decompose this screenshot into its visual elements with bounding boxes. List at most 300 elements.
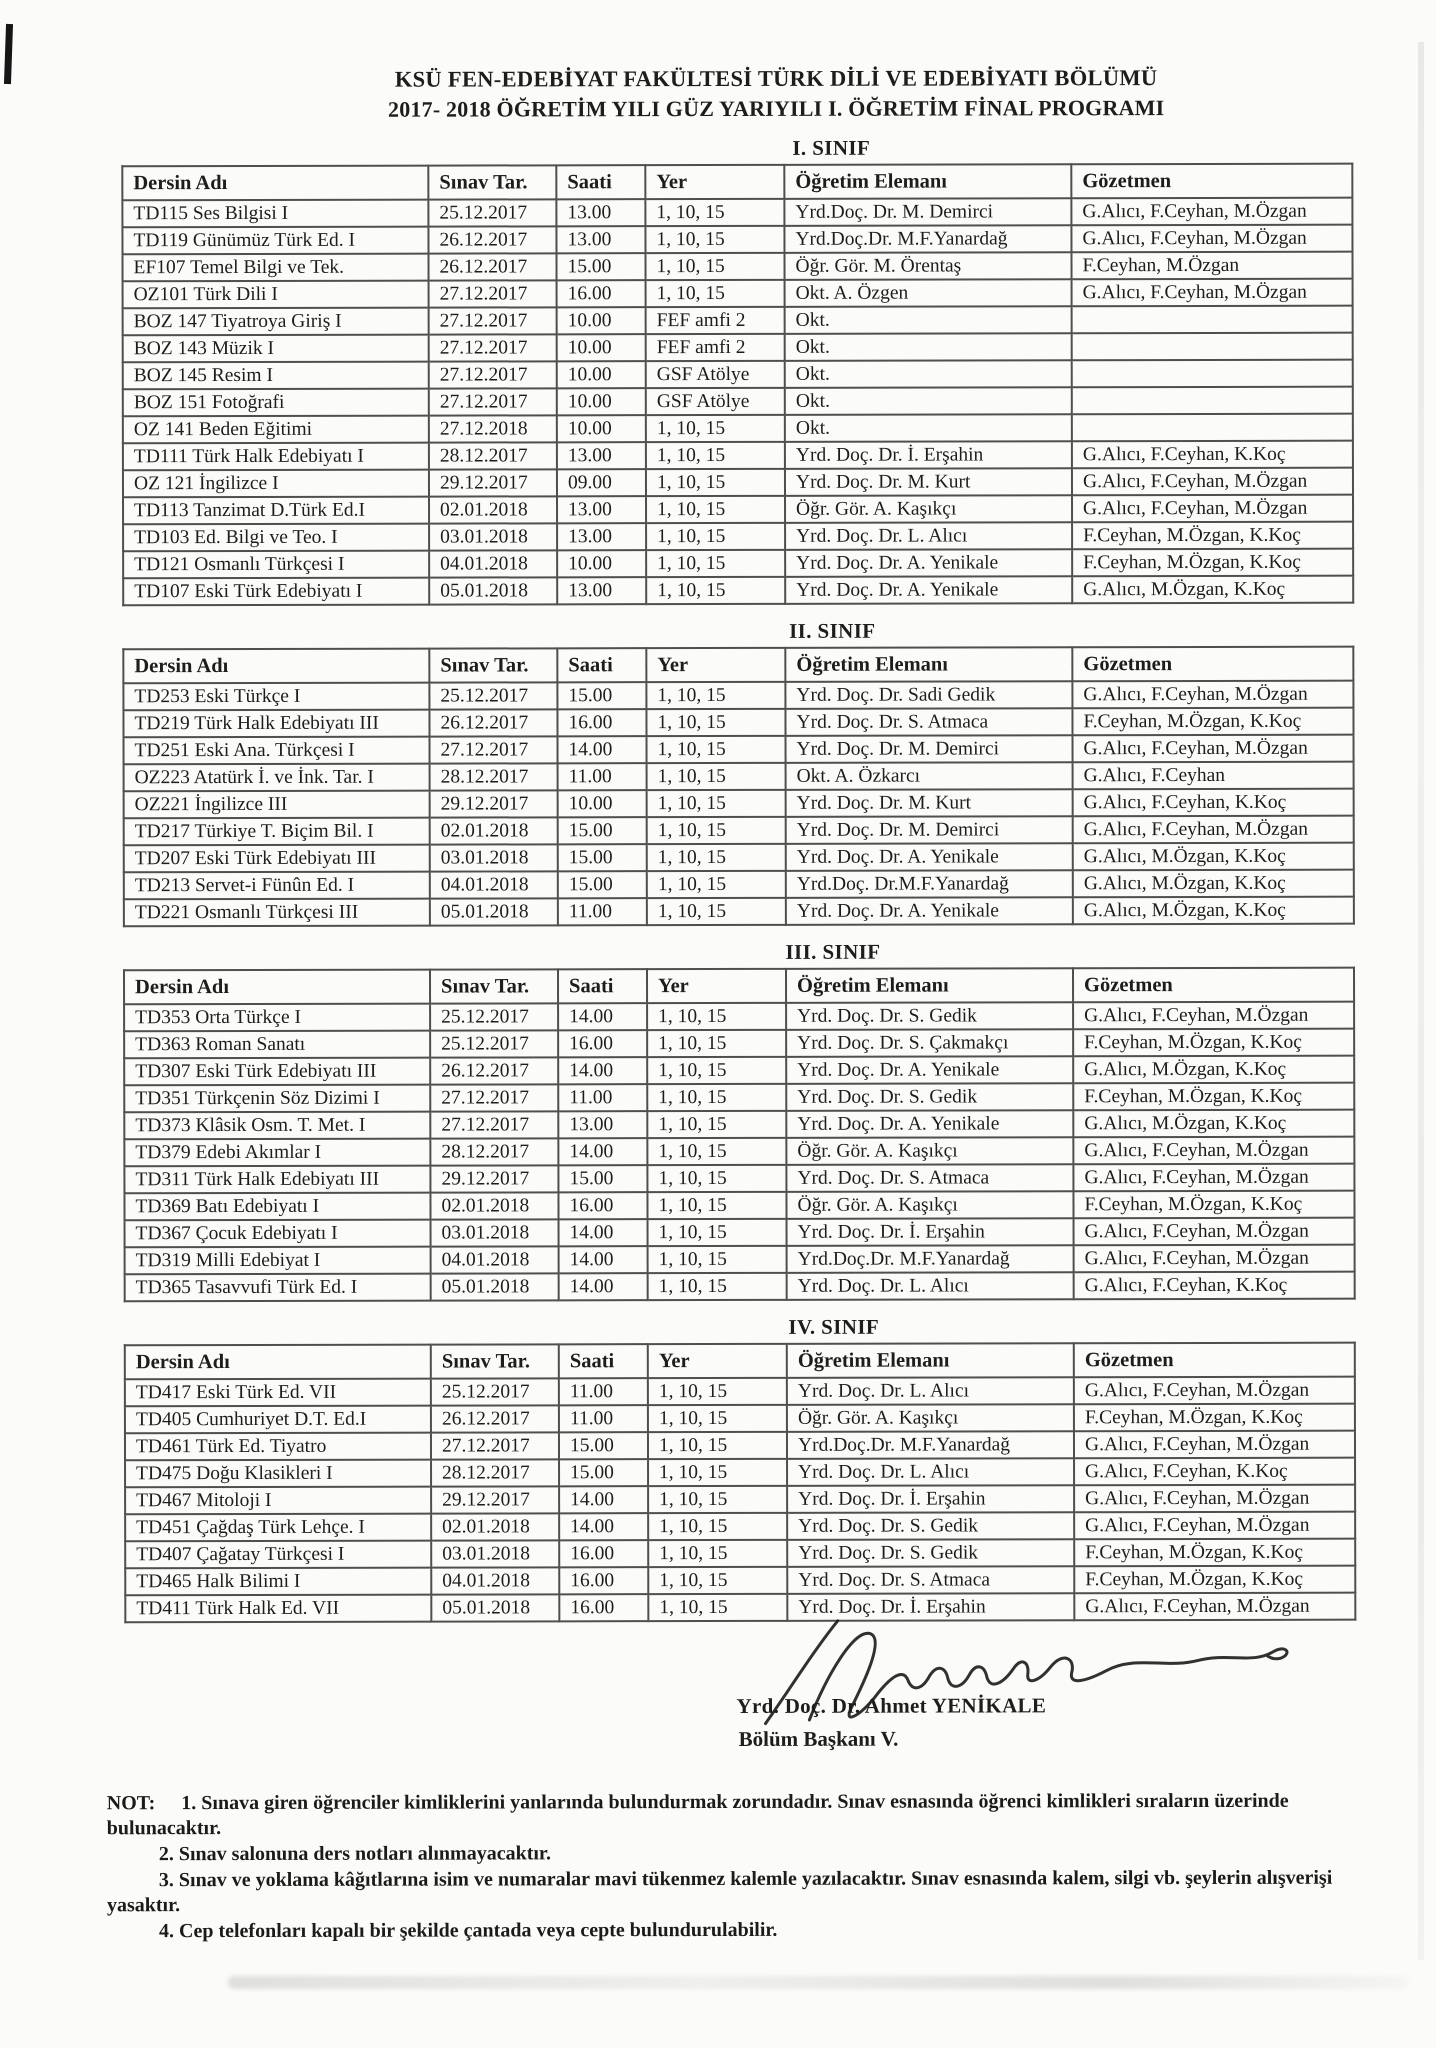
table-cell: TD307 Eski Türk Edebiyatı III: [124, 1058, 430, 1086]
table-cell: 1, 10, 15: [647, 790, 786, 817]
table-cell: Yrd. Doç. Dr. M. Demirci: [786, 735, 1073, 763]
table-cell: TD213 Servet-i Fünûn Ed. I: [124, 872, 430, 900]
table-cell: 02.01.2018: [431, 1513, 559, 1540]
table-row: [125, 1485, 1355, 1515]
table-cell: TD369 Batı Edebiyatı I: [124, 1193, 430, 1221]
table-row: [125, 1218, 1355, 1248]
table-row: [124, 870, 1354, 900]
table-cell: 03.01.2018: [430, 844, 558, 871]
table-cell: GSF Atölye: [646, 388, 785, 415]
column-header: Gözetmen: [1074, 1343, 1355, 1378]
table-cell: TD411 Türk Halk Ed. VII: [125, 1595, 431, 1623]
table-cell: Okt. A. Özgen: [785, 279, 1072, 307]
column-header: Dersin Adı: [123, 649, 429, 684]
table-cell: Yrd. Doç. Dr. M. Kurt: [785, 468, 1072, 496]
table-cell: 13.00: [556, 226, 645, 253]
column-header: Yer: [646, 648, 785, 682]
table-row: [123, 306, 1353, 336]
table-cell: Öğr. Gör. M. Örentaş: [784, 252, 1071, 280]
table-cell: 16.00: [559, 1540, 648, 1567]
table-cell: FEF amfi 2: [646, 307, 785, 334]
table-row: [122, 252, 1352, 282]
table-cell: 13.00: [557, 496, 646, 523]
table-row: [124, 843, 1354, 873]
table-cell: G.Alıcı, F.Ceyhan, M.Özgan: [1073, 816, 1354, 844]
note-line-4: 4. Cep telefonları kapalı bir şekilde çantada veya cepte bulundurulabilir.: [158, 1918, 778, 1943]
table-cell: 05.01.2018: [429, 577, 557, 604]
table-cell: G.Alıcı, F.Ceyhan, K.Koç: [1074, 1458, 1355, 1486]
table-cell: 1, 10, 15: [647, 1192, 786, 1219]
table-row: [124, 1002, 1354, 1032]
table-cell: G.Alıcı, F.Ceyhan, M.Özgan: [1073, 1002, 1354, 1030]
table-cell: TD319 Milli Edebiyat I: [125, 1247, 431, 1275]
table-cell: 11.00: [558, 898, 647, 925]
notes-block: [107, 1789, 1385, 1945]
table-cell: 03.01.2018: [429, 523, 557, 550]
table-cell: 13.00: [557, 523, 646, 550]
table-cell: 1, 10, 15: [647, 844, 786, 871]
table-cell: G.Alıcı, F.Ceyhan, M.Özgan: [1074, 1245, 1355, 1273]
table-cell: 26.12.2017: [431, 1405, 559, 1432]
table-cell: Okt.: [785, 306, 1072, 334]
table-row: [124, 789, 1354, 819]
table-cell: G.Alıcı, F.Ceyhan, M.Özgan: [1073, 1164, 1354, 1192]
table-cell: 1, 10, 15: [648, 1567, 787, 1594]
table-cell: TD219 Türk Halk Edebiyatı III: [123, 710, 429, 738]
table-cell: 1, 10, 15: [645, 253, 784, 280]
table-cell: F.Ceyhan, M.Özgan, K.Koç: [1073, 1083, 1354, 1111]
table-cell: 25.12.2017: [431, 1378, 559, 1405]
table-cell: 26.12.2017: [428, 253, 556, 280]
table-cell: 16.00: [558, 1192, 647, 1219]
table-cell: 27.12.2017: [429, 280, 557, 307]
document-title-line1: KSÜ FEN-EDEBİYAT FAKÜLTESİ TÜRK DİLİ VE EDEBİYATI BÖLÜMÜ: [394, 65, 1158, 92]
table-cell: G.Alıcı, F.Ceyhan, M.Özgan: [1072, 468, 1353, 496]
column-header: Yer: [647, 969, 786, 1003]
table-cell: 13.00: [556, 199, 645, 226]
table-row: [125, 1512, 1355, 1542]
table-cell: TD253 Eski Türkçe I: [123, 683, 429, 711]
table-cell: Okt.: [785, 360, 1072, 388]
table-cell: F.Ceyhan, M.Özgan, K.Koç: [1073, 1029, 1354, 1057]
table-cell: 05.01.2018: [431, 1273, 559, 1300]
table-cell: 14.00: [558, 1057, 647, 1084]
table-cell: 15.00: [556, 253, 645, 280]
exam-schedule-table: [124, 1342, 1357, 1624]
table-cell: Yrd. Doç. Dr. L. Alıcı: [787, 1458, 1074, 1486]
table-cell: TD121 Osmanlı Türkçesi I: [123, 551, 429, 579]
table-cell: 14.00: [558, 1138, 647, 1165]
table-cell: 11.00: [558, 1084, 647, 1111]
table-cell: G.Alıcı, M.Özgan, K.Koç: [1073, 897, 1354, 925]
table-cell: G.Alıcı, F.Ceyhan, M.Özgan: [1072, 279, 1353, 307]
table-row: [124, 1029, 1354, 1059]
table-cell: Yrd. Doç. Dr. A. Yenikale: [786, 1110, 1073, 1138]
table-cell: OZ221 İngilizce III: [124, 791, 430, 819]
column-header: Gözetmen: [1071, 164, 1352, 199]
table-cell: G.Alıcı, F.Ceyhan, M.Özgan: [1071, 198, 1352, 226]
column-header: Saati: [557, 648, 646, 682]
table-cell: TD251 Eski Ana. Türkçesi I: [124, 737, 430, 765]
table-cell: TD353 Orta Türkçe I: [124, 1004, 430, 1032]
table-cell: 27.12.2017: [430, 736, 558, 763]
table-cell: 10.00: [557, 307, 646, 334]
table-cell: TD119 Günümüz Türk Ed. I: [122, 227, 428, 255]
table-row: [125, 1431, 1355, 1461]
table-cell: 02.01.2018: [430, 817, 558, 844]
table-cell: 29.12.2017: [429, 469, 557, 496]
table-cell: 27.12.2017: [430, 1084, 558, 1111]
table-cell: 04.01.2018: [429, 550, 557, 577]
table-cell: 1, 10, 15: [646, 709, 785, 736]
table-cell: 1, 10, 15: [648, 1219, 787, 1246]
table-cell: 1, 10, 15: [647, 1138, 786, 1165]
table-cell: 04.01.2018: [431, 1567, 559, 1594]
table-cell: 14.00: [559, 1219, 648, 1246]
table-row: [125, 1272, 1355, 1302]
table-cell: 1, 10, 15: [648, 1486, 787, 1513]
table-cell: TD351 Türkçenin Söz Dizimi I: [124, 1085, 430, 1113]
table-cell: 14.00: [559, 1273, 648, 1300]
column-header: Sınav Tar.: [431, 1344, 559, 1378]
scan-artifact-bottom-smudge: [228, 1976, 1408, 1989]
table-cell: TD467 Mitoloji I: [125, 1487, 431, 1515]
section-title: I. SINIF: [792, 135, 871, 160]
table-cell: TD115 Ses Bilgisi I: [122, 200, 428, 228]
table-row: [124, 762, 1354, 792]
table-cell: 16.00: [559, 1567, 648, 1594]
table-cell: Yrd. Doç. Dr. İ. Erşahin: [787, 1593, 1074, 1621]
column-header: Saati: [559, 1344, 648, 1378]
table-cell: F.Ceyhan, M.Özgan, K.Koç: [1072, 708, 1353, 736]
table-row: [124, 897, 1354, 927]
table-cell: TD461 Türk Ed. Tiyatro: [125, 1433, 431, 1461]
table-cell: 10.00: [557, 388, 646, 415]
table-cell: Yrd. Doç. Dr. S. Gedik: [787, 1539, 1074, 1567]
column-header: Saati: [558, 969, 647, 1003]
table-cell: 28.12.2017: [430, 1138, 558, 1165]
table-cell: TD379 Edebi Akımlar I: [124, 1139, 430, 1167]
section-title: IV. SINIF: [788, 1314, 880, 1339]
table-cell: 1, 10, 15: [646, 577, 785, 604]
table-cell: 25.12.2017: [429, 682, 557, 709]
table-cell: 1, 10, 15: [645, 226, 784, 253]
table-cell: G.Alıcı, M.Özgan, K.Koç: [1073, 870, 1354, 898]
table-cell: Yrd. Doç. Dr. A. Yenikale: [786, 897, 1073, 925]
table-cell: 29.12.2017: [430, 1165, 558, 1192]
table-cell: OZ 121 İngilizce I: [123, 470, 429, 498]
column-header: Dersin Adı: [124, 970, 430, 1005]
table-row: [123, 333, 1353, 363]
table-cell: 11.00: [559, 1405, 648, 1432]
note-line-2: 2. Sınav salonuna ders notları alınmayacaktır.: [158, 1842, 551, 1866]
column-header: Dersin Adı: [125, 1345, 431, 1380]
table-row: [124, 1056, 1354, 1086]
table-cell: G.Alıcı, F.Ceyhan, M.Özgan: [1074, 1218, 1355, 1246]
table-cell: 04.01.2018: [431, 1246, 559, 1273]
table-cell: Yrd. Doç. Dr. S. Atmaca: [786, 1164, 1073, 1192]
header-row: [122, 164, 1352, 201]
table-cell: Yrd. Doç. Dr. S. Atmaca: [787, 1566, 1074, 1594]
table-cell: 27.12.2017: [431, 1432, 559, 1459]
column-header: Saati: [556, 165, 645, 199]
table-cell: Yrd.Doç.Dr. M.F.Yanardağ: [787, 1245, 1074, 1273]
table-cell: 02.01.2018: [429, 496, 557, 523]
table-cell: Okt.: [785, 333, 1072, 361]
table-cell: 29.12.2017: [431, 1486, 559, 1513]
table-cell: 03.01.2018: [431, 1219, 559, 1246]
column-header: Öğretim Elemanı: [785, 647, 1072, 682]
header-row: [123, 647, 1353, 684]
table-cell: 28.12.2017: [431, 1459, 559, 1486]
table-cell: 1, 10, 15: [646, 682, 785, 709]
table-row: [125, 1404, 1355, 1434]
table-cell: 1, 10, 15: [646, 496, 785, 523]
table-cell: Yrd. Doç. Dr. S. Gedik: [786, 1083, 1073, 1111]
table-cell: 1, 10, 15: [647, 817, 786, 844]
table-cell: TD465 Halk Bilimi I: [125, 1568, 431, 1596]
table-cell: 1, 10, 15: [647, 898, 786, 925]
table-cell: G.Alıcı, F.Ceyhan, M.Özgan: [1071, 225, 1352, 253]
table-cell: 15.00: [558, 817, 647, 844]
class-section: [0, 617, 1436, 927]
table-cell: OZ 141 Beden Eğitimi: [123, 416, 429, 444]
column-header: Dersin Adı: [122, 166, 428, 201]
table-cell: BOZ 147 Tiyatroya Giriş I: [123, 308, 429, 336]
table-cell: G.Alıcı, F.Ceyhan, M.Özgan: [1074, 1377, 1355, 1405]
table-row: [125, 1539, 1355, 1569]
column-header: Yer: [645, 165, 784, 199]
table-cell: G.Alıcı, M.Özgan, K.Koç: [1073, 1056, 1354, 1084]
class-section: [0, 134, 1435, 606]
table-row: [122, 198, 1352, 228]
table-cell: 26.12.2017: [430, 1057, 558, 1084]
table-cell: 25.12.2017: [430, 1003, 558, 1030]
table-cell: 27.12.2017: [429, 388, 557, 415]
table-cell: OZ223 Atatürk İ. ve İnk. Tar. I: [124, 764, 430, 792]
table-cell: TD407 Çağatay Türkçesi I: [125, 1541, 431, 1569]
signature-block: [1, 1632, 1436, 1765]
table-cell: Yrd.Doç.Dr. M.F.Yanardağ: [787, 1431, 1074, 1459]
column-header: Öğretim Elemanı: [786, 968, 1073, 1003]
table-cell: G.Alıcı, F.Ceyhan, K.Koç: [1074, 1272, 1355, 1300]
table-cell: 13.00: [557, 442, 646, 469]
table-cell: F.Ceyhan, M.Özgan, K.Koç: [1072, 522, 1353, 550]
table-cell: BOZ 145 Resim I: [123, 362, 429, 390]
table-cell: TD363 Roman Sanatı: [124, 1031, 430, 1059]
table-cell: 13.00: [557, 577, 646, 604]
table-cell: F.Ceyhan, M.Özgan, K.Koç: [1074, 1566, 1355, 1594]
table-cell: TD365 Tasavvufi Türk Ed. I: [125, 1274, 431, 1302]
document-title-line2: 2017- 2018 ÖĞRETİM YILI GÜZ YARIYILI I. ÖĞRETİM FİNAL PROGRAMI: [387, 95, 1165, 122]
table-cell: Yrd. Doç. Dr. İ. Erşahin: [787, 1485, 1074, 1513]
table-cell: TD367 Çocuk Edebiyatı I: [125, 1220, 431, 1248]
table-cell: 16.00: [557, 280, 646, 307]
table-row: [124, 1137, 1354, 1167]
table-cell: 02.01.2018: [430, 1192, 558, 1219]
table-cell: F.Ceyhan, M.Özgan, K.Koç: [1074, 1539, 1355, 1567]
table-cell: F.Ceyhan, M.Özgan: [1071, 252, 1352, 280]
table-cell: TD207 Eski Türk Edebiyatı III: [124, 845, 430, 873]
table-cell: F.Ceyhan, M.Özgan, K.Koç: [1073, 1191, 1354, 1219]
table-cell: 1, 10, 15: [647, 871, 786, 898]
table-cell: 1, 10, 15: [646, 442, 785, 469]
table-cell: 03.01.2018: [431, 1540, 559, 1567]
table-cell: Yrd. Doç. Dr. L. Alıcı: [787, 1272, 1074, 1300]
table-cell: 25.12.2017: [428, 199, 556, 226]
table-cell: BOZ 151 Fotoğrafi: [123, 389, 429, 417]
table-cell: Yrd.Doç. Dr. M. Demirci: [784, 198, 1071, 226]
table-row: [125, 1458, 1355, 1488]
table-cell: TD311 Türk Halk Edebiyatı III: [124, 1166, 430, 1194]
table-cell: TD111 Türk Halk Edebiyatı I: [123, 443, 429, 471]
table-cell: 11.00: [559, 1378, 648, 1405]
table-cell: [1072, 360, 1353, 388]
table-cell: 26.12.2017: [429, 709, 557, 736]
class-sections-container: [0, 134, 1436, 1623]
table-cell: 05.01.2018: [431, 1594, 559, 1621]
table-cell: 15.00: [559, 1432, 648, 1459]
table-cell: Yrd. Doç. Dr. M. Kurt: [786, 789, 1073, 817]
table-cell: Okt. A. Özkarcı: [786, 762, 1073, 790]
table-cell: 25.12.2017: [430, 1030, 558, 1057]
table-cell: G.Alıcı, F.Ceyhan, M.Özgan: [1074, 1431, 1355, 1459]
exam-schedule-table: [122, 646, 1355, 928]
table-cell: EF107 Temel Bilgi ve Tek.: [122, 254, 428, 282]
table-cell: 1, 10, 15: [648, 1432, 787, 1459]
table-cell: Yrd.Doç.Dr. M.F.Yanardağ: [784, 225, 1071, 253]
column-header: Öğretim Elemanı: [787, 1343, 1074, 1378]
table-row: [123, 360, 1353, 390]
table-cell: 14.00: [559, 1513, 648, 1540]
table-cell: 1, 10, 15: [647, 1057, 786, 1084]
table-cell: Yrd. Doç. Dr. S. Gedik: [787, 1512, 1074, 1540]
table-cell: TD405 Cumhuriyet D.T. Ed.I: [125, 1406, 431, 1434]
table-cell: 27.12.2017: [429, 361, 557, 388]
table-cell: 16.00: [558, 1030, 647, 1057]
table-cell: G.Alıcı, F.Ceyhan, M.Özgan: [1072, 681, 1353, 709]
table-row: [122, 225, 1352, 255]
table-cell: G.Alıcı, F.Ceyhan, K.Koç: [1073, 789, 1354, 817]
table-cell: F.Ceyhan, M.Özgan, K.Koç: [1074, 1404, 1355, 1432]
table-row: [123, 495, 1353, 525]
table-cell: 05.01.2018: [430, 898, 558, 925]
table-cell: TD417 Eski Türk Ed. VII: [125, 1379, 431, 1407]
table-cell: Yrd. Doç. Dr. S. Gedik: [786, 1002, 1073, 1030]
table-cell: G.Alıcı, F.Ceyhan, M.Özgan: [1074, 1485, 1355, 1513]
table-cell: 04.01.2018: [430, 871, 558, 898]
table-cell: 10.00: [557, 361, 646, 388]
table-cell: TD475 Doğu Klasikleri I: [125, 1460, 431, 1488]
table-cell: 1, 10, 15: [647, 1165, 786, 1192]
table-cell: [1072, 387, 1353, 415]
note-line-1: [107, 1789, 1385, 1842]
table-cell: 27.12.2017: [429, 334, 557, 361]
header-row: [124, 968, 1354, 1005]
table-row: [124, 735, 1354, 765]
table-cell: G.Alıcı, M.Özgan, K.Koç: [1073, 1110, 1354, 1138]
table-row: [123, 441, 1353, 471]
table-cell: 1, 10, 15: [647, 1084, 786, 1111]
exam-schedule-table: [123, 967, 1356, 1303]
table-cell: G.Alıcı, F.Ceyhan, M.Özgan: [1073, 1137, 1354, 1165]
table-cell: 15.00: [557, 682, 646, 709]
table-cell: 15.00: [558, 1165, 647, 1192]
note-line-3: 3. Sınav ve yoklama kâğıtlarına isim ve numaralar mavi tükenmez kalemle yazılacaktır. Sınav esnasında kalem, silgi vb. şeylerin alışverişi yasaktır.: [106, 1866, 1333, 1917]
table-cell: 11.00: [558, 763, 647, 790]
exam-schedule-table: [121, 163, 1354, 607]
table-cell: G.Alıcı, F.Ceyhan, M.Özgan: [1074, 1512, 1355, 1540]
table-cell: 16.00: [557, 709, 646, 736]
column-header: Sınav Tar.: [430, 969, 558, 1003]
table-cell: GSF Atölye: [646, 361, 785, 388]
table-cell: 1, 10, 15: [648, 1246, 787, 1273]
table-cell: [1072, 333, 1353, 361]
table-cell: 09.00: [557, 469, 646, 496]
table-cell: 1, 10, 15: [646, 415, 785, 442]
section-title: III. SINIF: [785, 939, 881, 964]
table-cell: Yrd. Doç. Dr. Sadi Gedik: [785, 681, 1072, 709]
column-header: Öğretim Elemanı: [784, 164, 1071, 199]
table-cell: 1, 10, 15: [646, 469, 785, 496]
table-cell: TD113 Tanzimat D.Türk Ed.I: [123, 497, 429, 525]
table-cell: OZ101 Türk Dili I: [123, 281, 429, 309]
table-cell: 16.00: [559, 1594, 648, 1621]
table-cell: 1, 10, 15: [647, 1030, 786, 1057]
table-cell: 13.00: [558, 1111, 647, 1138]
table-cell: 1, 10, 15: [648, 1405, 787, 1432]
table-cell: 14.00: [559, 1246, 648, 1273]
table-cell: 10.00: [557, 334, 646, 361]
table-cell: 14.00: [559, 1486, 648, 1513]
table-row: [125, 1377, 1355, 1407]
table-cell: Yrd. Doç. Dr. A. Yenikale: [785, 549, 1072, 577]
table-cell: G.Alıcı, F.Ceyhan: [1073, 762, 1354, 790]
table-row: [123, 549, 1353, 579]
section-title: II. SINIF: [789, 618, 876, 643]
table-row: [123, 468, 1353, 498]
table-cell: 27.12.2017: [430, 1111, 558, 1138]
header-row: [125, 1343, 1355, 1380]
table-cell: 14.00: [558, 1003, 647, 1030]
table-cell: [1072, 306, 1353, 334]
table-cell: 28.12.2017: [429, 442, 557, 469]
table-cell: Yrd. Doç. Dr. İ. Erşahin: [785, 441, 1072, 469]
table-cell: Yrd. Doç. Dr. L. Alıcı: [787, 1377, 1074, 1405]
table-cell: 1, 10, 15: [646, 523, 785, 550]
table-cell: Yrd. Doç. Dr. S. Atmaca: [785, 708, 1072, 736]
column-header: Yer: [648, 1344, 787, 1378]
table-row: [125, 1245, 1355, 1275]
table-cell: TD373 Klâsik Osm. T. Met. I: [124, 1112, 430, 1140]
table-row: [124, 1191, 1354, 1221]
column-header: Sınav Tar.: [429, 648, 557, 682]
table-cell: 27.12.2018: [429, 415, 557, 442]
table-cell: 10.00: [558, 790, 647, 817]
class-section: [1, 1313, 1436, 1623]
table-cell: 1, 10, 15: [647, 736, 786, 763]
table-row: [124, 1164, 1354, 1194]
table-cell: TD451 Çağdaş Türk Lehçe. I: [125, 1514, 431, 1542]
table-cell: Okt.: [785, 414, 1072, 442]
table-cell: [1072, 414, 1353, 442]
table-cell: Öğr. Gör. A. Kaşıkçı: [786, 1137, 1073, 1165]
table-cell: G.Alıcı, F.Ceyhan, M.Özgan: [1074, 1593, 1355, 1621]
table-cell: 1, 10, 15: [645, 199, 784, 226]
table-cell: 28.12.2017: [430, 763, 558, 790]
table-cell: 1, 10, 15: [648, 1513, 787, 1540]
table-cell: 1, 10, 15: [647, 1003, 786, 1030]
